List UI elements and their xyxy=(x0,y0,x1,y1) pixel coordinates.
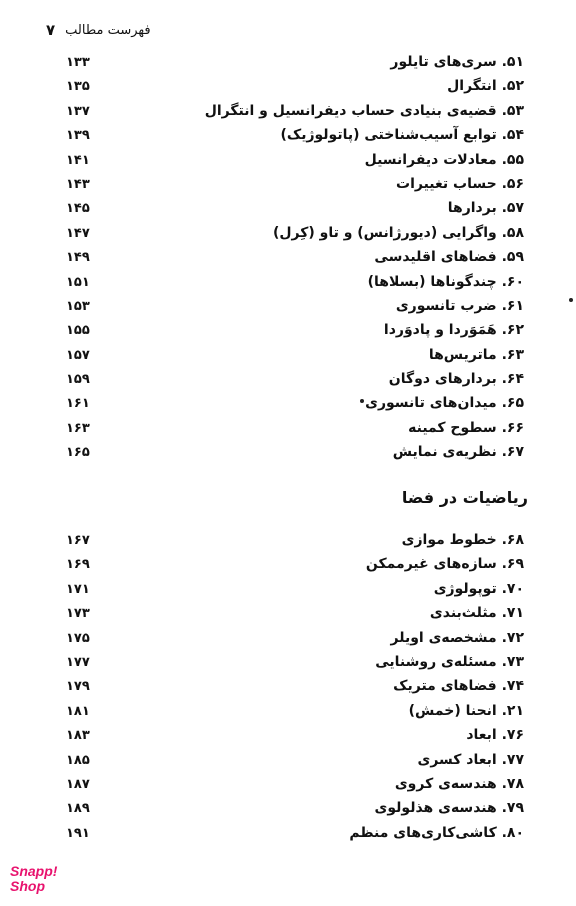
toc-entry-title: ۵۶. حساب تغییرات xyxy=(396,175,524,192)
toc-entry-page: ۱۵۷ xyxy=(66,347,90,363)
toc-entry-title: ۵۵. معادلات دیفرانسیل xyxy=(364,151,524,168)
toc-entry xyxy=(0,798,576,822)
toc-entry-title: ۷۴. فضاهای متریک xyxy=(393,678,524,695)
toc-entry-title: ۶۹. سازه‌های غیرممکن xyxy=(365,556,524,573)
toc-entry-page: ۱۷۱ xyxy=(66,581,90,597)
toc-entry-title: ۶۸. خطوط موازی xyxy=(401,532,524,548)
toc-entry-title: ۵۴. توابع آسیب‌شناختی (پاتولوژیک) xyxy=(280,127,524,144)
toc-entry-page: ۱۶۳ xyxy=(66,420,90,436)
toc-entry-page: ۱۸۹ xyxy=(66,801,90,817)
toc-entry xyxy=(0,823,576,847)
speck-mark xyxy=(569,298,573,302)
toc-entry xyxy=(0,272,576,296)
toc-entry-page: ۱۵۹ xyxy=(66,372,90,388)
toc-entry xyxy=(0,652,576,676)
toc-entry-title: ۷۰. توپولوژی xyxy=(433,580,524,597)
running-head xyxy=(46,20,156,40)
toc-entry xyxy=(0,247,576,271)
toc-entry-page: ۱۷۳ xyxy=(66,606,90,622)
page-number: ۷ xyxy=(46,21,56,39)
toc-entry-page: ۱۷۷ xyxy=(66,654,90,670)
toc-entry xyxy=(0,579,576,603)
toc-entry xyxy=(0,174,576,198)
toc-entry-title: ۶۴. بردارهای دوگان xyxy=(388,371,524,388)
toc-entry-title: ۶۱. ضرب تانسوری xyxy=(395,297,524,314)
toc-entry-title: ۶۷. نظریه‌ی نمایش xyxy=(392,444,524,461)
toc-entry-title: ۵۳. قضیه‌ی بنیادی حساب دیفرانسیل و انتگرال xyxy=(204,102,524,119)
toc-entry-title: ۷۳. مسئله‌ی روشنایی xyxy=(375,653,524,670)
toc-entry xyxy=(0,52,576,76)
toc-entry-title: ۶۶. سطوح کمینه xyxy=(408,419,524,436)
toc-entry-title: ۶۵. میدان‌های تانسوری xyxy=(365,395,524,412)
toc-entry-title: ۷۶. ابعاد xyxy=(466,727,524,744)
toc-entry-title: ۵۱. سری‌های تایلور xyxy=(390,54,524,70)
toc-entry xyxy=(0,223,576,247)
toc-entry-page: ۱۹۱ xyxy=(66,825,90,841)
toc-entry-page: ۱۳۷ xyxy=(66,103,90,119)
toc-entry-title: ۷۹. هندسه‌ی هذلولوی xyxy=(374,800,524,817)
toc-entry-page: ۱۷۵ xyxy=(66,630,90,646)
toc-entry xyxy=(0,345,576,369)
toc-entry-page: ۱۶۹ xyxy=(66,557,90,573)
toc-entry-title: ۶۲. هَمَوَردا و پادوَردا xyxy=(383,322,524,339)
toc-entry-title: ۵۷. بردارها xyxy=(447,200,524,217)
toc-entry xyxy=(0,369,576,393)
toc-list-bottom xyxy=(0,530,576,847)
section-heading: ریاضیات در فضا xyxy=(401,488,528,507)
toc-entry xyxy=(0,442,576,466)
toc-entry xyxy=(0,603,576,627)
toc-entry-title: ۸۰. کاشی‌کاری‌های منظم xyxy=(349,824,524,841)
toc-entry xyxy=(0,76,576,100)
logo-line-2: Shop xyxy=(10,878,45,894)
toc-entry-page: ۱۴۳ xyxy=(66,176,90,192)
toc-entry-page: ۱۵۳ xyxy=(66,298,90,314)
toc-entry xyxy=(0,774,576,798)
toc-entry-title: ۷۱. مثلث‌بندی xyxy=(429,605,524,622)
toc-entry-page: ۱۸۱ xyxy=(66,703,90,719)
toc-entry-page: ۱۵۱ xyxy=(66,274,90,290)
toc-entry-title: ۷۲. مشخصه‌ی اویلر xyxy=(390,629,524,646)
toc-entry xyxy=(0,198,576,222)
snappshop-logo xyxy=(10,864,70,894)
toc-entry-title: ۲۱. انحنا (خمش) xyxy=(408,702,524,719)
toc-entry xyxy=(0,530,576,554)
toc-entry-page: ۱۶۷ xyxy=(66,533,90,548)
toc-entry xyxy=(0,101,576,125)
toc-entry xyxy=(0,701,576,725)
logo-line-1: Snapp! xyxy=(10,863,58,879)
toc-entry-title: ۷۷. ابعاد کسری xyxy=(417,751,524,768)
toc-entry-title: ۵۲. انتگرال xyxy=(447,78,524,95)
toc-entry xyxy=(0,725,576,749)
toc-entry-title: ۷۸. هندسه‌ی کروی xyxy=(394,775,524,792)
toc-entry-page: ۱۵۵ xyxy=(66,323,90,339)
toc-entry-page: ۱۴۱ xyxy=(66,152,90,168)
toc-entry-page: ۱۸۷ xyxy=(66,776,90,792)
toc-entry-title: ۶۰. چندگوناها (بسلاها) xyxy=(367,273,524,290)
toc-entry-title: ۵۹. فضاهای اقلیدسی xyxy=(374,249,524,266)
toc-entry-page: ۱۳۹ xyxy=(66,128,90,144)
toc-entry-page: ۱۳۳ xyxy=(66,55,90,70)
toc-entry-page: ۱۴۹ xyxy=(66,250,90,266)
toc-entry xyxy=(0,418,576,442)
toc-entry xyxy=(0,296,576,320)
running-title: فهرست مطالب xyxy=(65,22,151,38)
toc-entry-title: ۵۸. واگرایی (دیورژانس) و تاو (کِرل) xyxy=(272,224,524,241)
toc-entry xyxy=(0,628,576,652)
toc-entry-page: ۱۸۳ xyxy=(66,728,90,744)
toc-entry xyxy=(0,393,576,417)
toc-list-top xyxy=(0,52,576,467)
toc-entry-page: ۱۶۱ xyxy=(66,396,90,412)
toc-entry-page: ۱۸۵ xyxy=(66,752,90,768)
toc-entry-title: ۶۳. ماتریس‌ها xyxy=(428,346,524,363)
toc-entry-page: ۱۴۷ xyxy=(66,225,90,241)
toc-entry xyxy=(0,554,576,578)
toc-entry-page: ۱۷۹ xyxy=(66,679,90,695)
toc-entry xyxy=(0,320,576,344)
toc-entry xyxy=(0,676,576,700)
toc-entry xyxy=(0,125,576,149)
toc-entry-page: ۱۶۵ xyxy=(66,445,90,461)
toc-entry-page: ۱۳۵ xyxy=(66,79,90,95)
toc-entry xyxy=(0,750,576,774)
toc-entry xyxy=(0,150,576,174)
toc-entry-page: ۱۴۵ xyxy=(66,201,90,217)
speck-mark xyxy=(360,399,364,403)
